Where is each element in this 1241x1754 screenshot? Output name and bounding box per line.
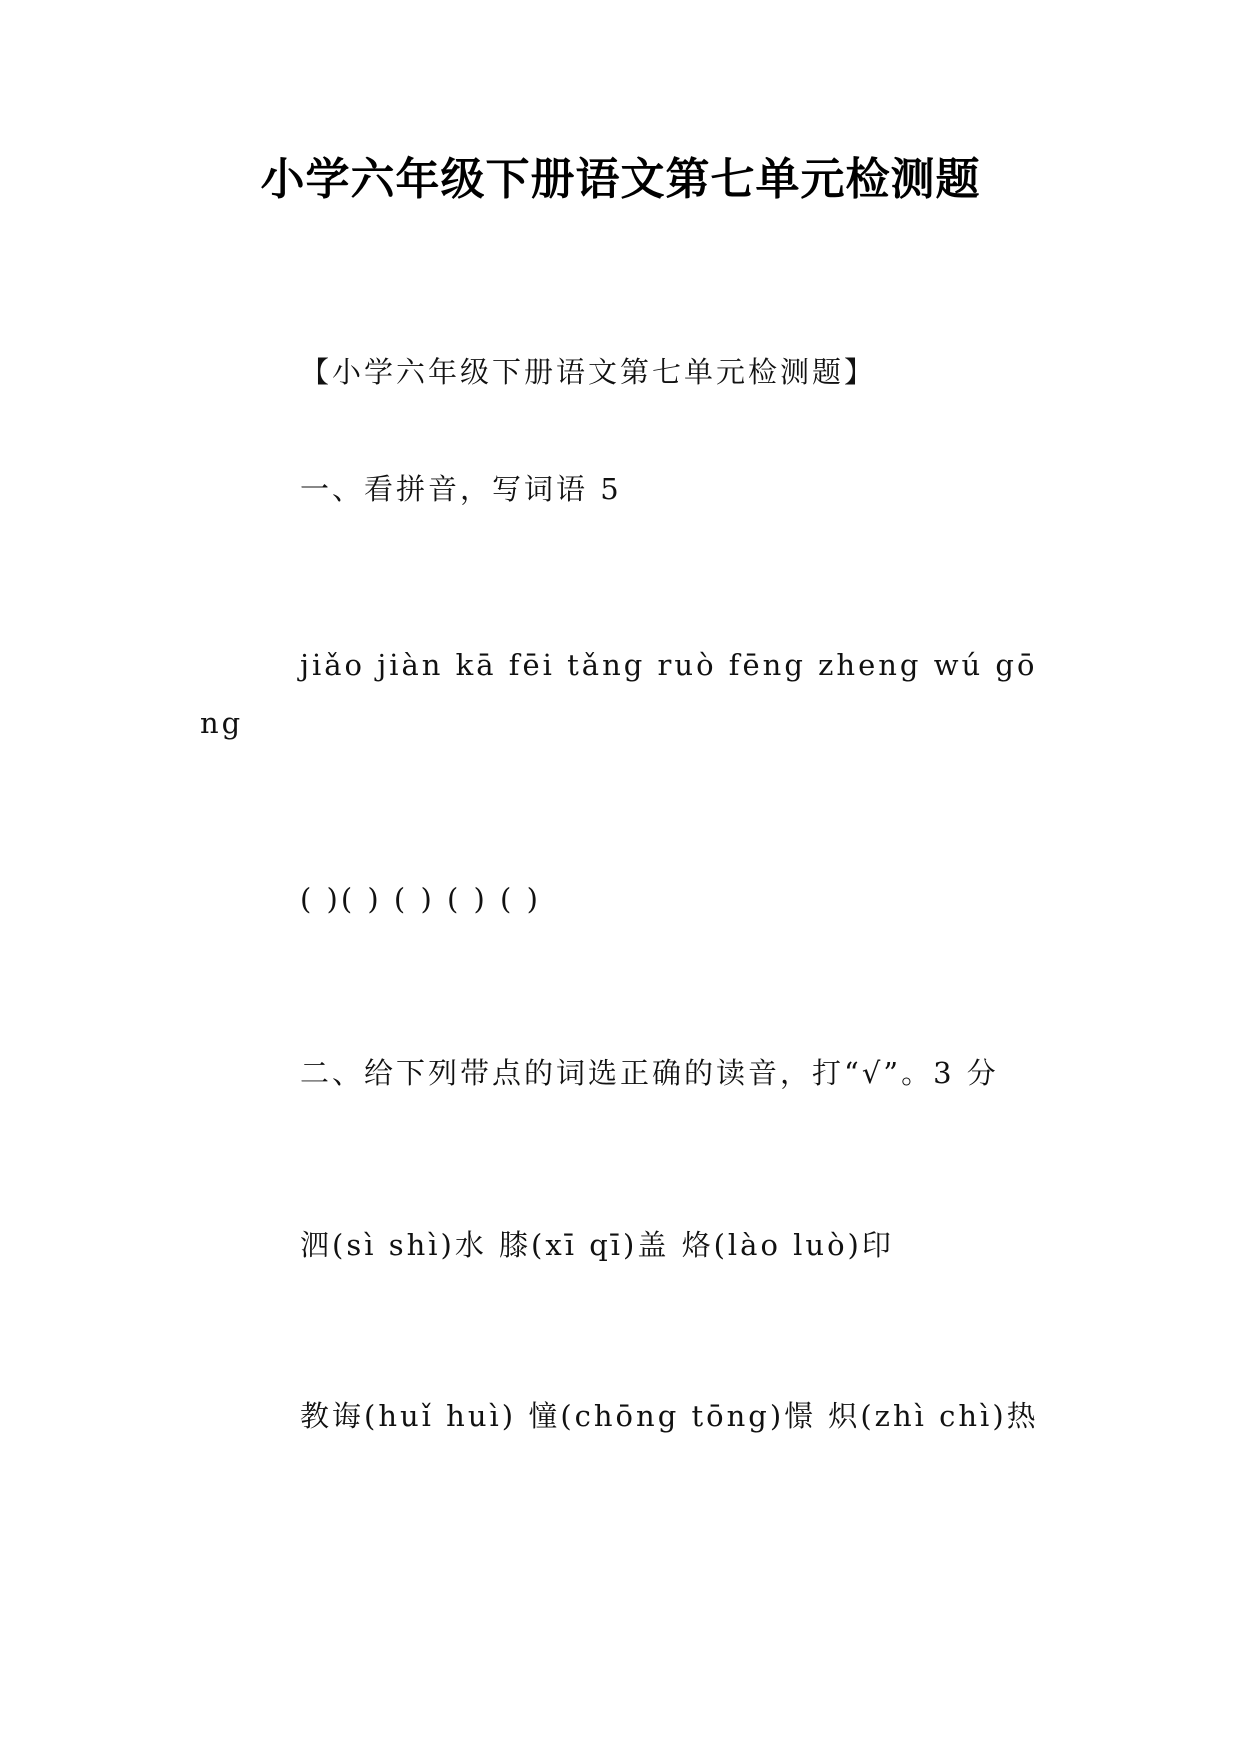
- subtitle-bracketed: 【小学六年级下册语文第七单元检测题】: [300, 355, 877, 389]
- pinyin-line: jiǎo jiàn kā fēi tǎng ruò fēng zheng wú gōng: [200, 648, 1038, 740]
- question-1-heading: 一、看拼音，写词语 5: [300, 472, 622, 506]
- pronunciation-choices-row-2: 教诲(huǐ huì) 憧(chōng tōng)憬 炽(zhì chì)热: [300, 1399, 1039, 1433]
- answer-blanks: ( )( ) ( ) ( ) ( ): [300, 882, 541, 916]
- question-2-heading: 二、给下列带点的词选正确的读音，打“√”。3 分: [300, 1056, 999, 1090]
- pronunciation-choices-row-1: 泗(sì shì)水 膝(xī qī)盖 烙(lào luò)印: [300, 1228, 894, 1262]
- document-title: 小学六年级下册语文第七单元检测题: [260, 154, 981, 205]
